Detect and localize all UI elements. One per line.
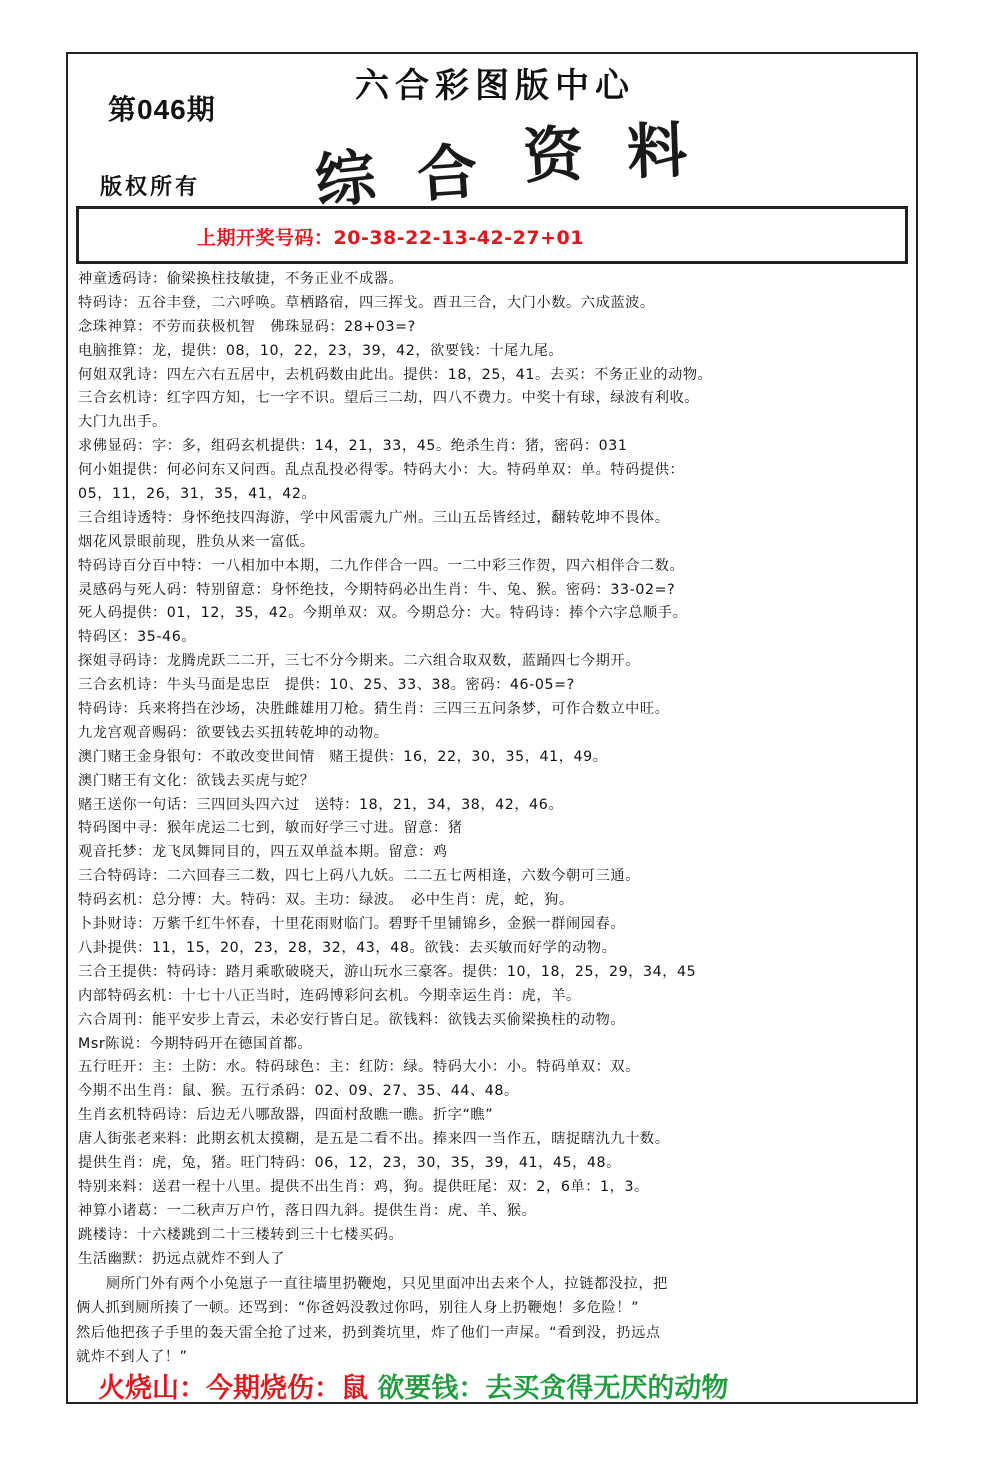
info-line: 特码诗：兵来将挡在沙场，决胜雌雄用刀枪。猜生肖：三四三五问条梦，可作合数立中旺。: [78, 701, 670, 718]
info-line: 三合玄机诗：红字四方知，七一字不识。望后三二劫，四八不费力。中奖十有球，绿波有利收。: [78, 390, 700, 407]
bottom-banner-red: 火烧山：今期烧伤：鼠: [98, 1373, 368, 1404]
info-line: 五行旺开：主：土防：水。特码球色：主：红防：绿。特码大小：小。特码单双：双。: [78, 1059, 640, 1076]
story-line: 就炸不到人了！”: [76, 1348, 188, 1365]
info-line: 大门九出手。: [78, 414, 167, 431]
info-line: 电脑推算：龙，提供：08，10，22，23，39，42，欲要钱：十尾九尾。: [78, 342, 564, 359]
info-line: 烟花风景眼前现，胜负从来一富低。: [78, 533, 315, 550]
info-line: 灵感码与死人码：特别留意：身怀绝技，今期特码必出生肖：牛、兔、猴。密码：33-02=?: [78, 581, 676, 598]
info-line: 特码诗：五谷丰登，二六呼唤。草栖路宿，四三挥戈。酉丑三合，大门小数。六成蓝波。: [78, 294, 655, 311]
center-title: 六合彩图版中心: [355, 66, 635, 106]
big-title-char-2: 合: [414, 136, 480, 211]
issue-number: 第046期: [108, 94, 216, 125]
info-line: 念珠神算：不劳而获极机智 佛珠显码：28+03=?: [78, 318, 416, 335]
info-line: 何小姐提供：何必问东又问西。乱点乱投必得零。特码大小：大。特码单双：单。特码提供：: [78, 462, 685, 479]
story-paragraph: [76, 1272, 908, 1369]
info-line: 唐人街张老来料：此期玄机太摸糊，是五是二看不出。捧来四一当作五，瞎捉瞎氿九十数。: [78, 1131, 670, 1148]
info-line: 三合组诗透特：身怀绝技四海游，学中风雷震九广州。三山五岳皆经过，翻转乾坤不畏体。: [78, 509, 670, 526]
info-line: 何姐双乳诗：四左六右五居中，去机码数由此出。提供：18，25，41。去买：不务正业的动物。: [78, 366, 713, 383]
info-line: 死人码提供：01，12，35，42。今期单双：双。今期总分：大。特码诗：捧个六字总顺手。: [78, 605, 688, 622]
big-title-char-3: 资: [521, 119, 586, 193]
info-line: 八卦提供：11，15，20，23，28，32，43，48。欲钱：去买敏而好学的动物。: [78, 939, 617, 956]
info-line: 卜卦财诗：万紫千红牛怀春，十里花雨财临门。碧野千里铺锦乡，金猴一群闹园春。: [78, 916, 626, 933]
info-line: 特别来料：送君一程十八里。提供不出生肖：鸡，狗。提供旺尾：双：2，6单：1，3。: [78, 1178, 649, 1195]
bottom-banner-green: 欲要钱：去买贪得无厌的动物: [377, 1373, 729, 1404]
info-line: 神童透码诗：偷梁换柱技敏捷，不务正业不成器。: [78, 271, 404, 287]
copyright-label: 版权所有: [100, 175, 201, 200]
info-lines: [78, 268, 908, 1271]
info-line: 特码图中寻：猴年虎运二七到，敏而好学三寸进。留意：猪: [78, 820, 463, 837]
story-line: 俩人抓到厕所揍了一顿。还骂到：“你爸妈没教过你吗，别往人身上扔鞭炮！多危险！”: [76, 1300, 640, 1317]
info-line: 神算小诸葛：一二秋声万户竹，落日四九斜。提供生肖：虎、羊、猴。: [78, 1202, 537, 1219]
info-line: 澳门赌王有文化：欲钱去买虎与蛇？: [78, 772, 315, 789]
info-line: 九龙宫观音赐码：欲要钱去买扭转乾坤的动物。: [78, 724, 389, 741]
big-title-char-1: 综: [312, 142, 380, 218]
big-title-char-4: 料: [625, 115, 689, 189]
info-line: Msr陈说：今期特码开在德国首都。: [78, 1035, 313, 1052]
info-line: 生活幽默：扔远点就炸不到人了: [78, 1250, 286, 1267]
info-line: 特码区：35-46。: [78, 629, 197, 646]
info-line: 提供生肖：虎，兔，猪。旺门特码：06，12，23，30，35，39，41，45，48。: [78, 1154, 621, 1171]
info-line: 今期不出生肖：鼠、猴。五行杀码：02、09、27、35、44、48。: [78, 1083, 519, 1100]
info-line: 特码诗百分百中特：一八相加中本期，二九作伴合一四。一二中彩三作贺，四六相伴合二数。: [78, 557, 685, 574]
story-line: 然后他把孩子手里的轰天雷全抢了过来，扔到粪坑里，炸了他们一声屎。“看到没，扔远点: [76, 1324, 661, 1341]
last-result-text: 上期开奖号码：20-38-22-13-42-27+01: [197, 227, 584, 249]
big-title: [305, 115, 725, 218]
info-line: 跳楼诗：十六楼跳到二十三楼转到三十七楼买码。: [78, 1226, 404, 1243]
bottom-banner: [98, 1366, 728, 1405]
info-line: 探姐寻码诗：龙腾虎跃二二开，三七不分今期来。二六组合取双数，蓝踊四七今期开。: [78, 653, 640, 670]
info-line: 求佛显码：字：多，组码玄机提供：14，21，33，45。绝杀生肖：猪，密码：031: [78, 438, 628, 455]
info-line: 六合周刊：能平安步上青云，未必安行皆白足。欲钱料：欲钱去买偷梁换柱的动物。: [78, 1011, 626, 1028]
story-line: 厕所门外有两个小兔崽子一直往墙里扔鞭炮，只见里面冲出去来个人，拉链都没拉，把: [106, 1276, 668, 1292]
info-line: 澳门赌王金身银句：不敢改变世间情 赌王提供：16，22，30，35，41，49。: [78, 748, 608, 765]
info-line: 赌王送你一句话：三四回头四六过 送特：18，21，34，38，42，46。: [78, 796, 564, 813]
info-line: 生肖玄机特码诗：后边无八哪敌器，四面村敌瞧一瞧。折字“瞧”: [78, 1107, 494, 1124]
info-line: 三合王提供：特码诗：踏月乘歌破晓天，游山玩水三豪客。提供：10，18，25，29，34，45: [78, 963, 697, 980]
info-line: 特码玄机：总分博：大。特码：双。主功：绿波。 必中生肖：虎，蛇，狗。: [78, 892, 574, 909]
info-line: 05，11，26，31，35，41，42。: [78, 486, 317, 503]
info-line: 观音托梦：龙飞凤舞同目的，四五双单益本期。留意：鸡: [78, 844, 448, 861]
info-line: 三合玄机诗：牛头马面是忠臣 提供：10、25、33、38。密码：46-05=?: [78, 677, 575, 694]
last-result-box: [76, 206, 908, 264]
info-line: 三合特码诗：二六回春三二数，四七上码八九妖。二二五七两相逢，六数今朝可三通。: [78, 868, 640, 885]
info-line: 内部特码玄机：十七十八正当时，连码博彩问玄机。今期幸运生肖：虎，羊。: [78, 987, 581, 1004]
